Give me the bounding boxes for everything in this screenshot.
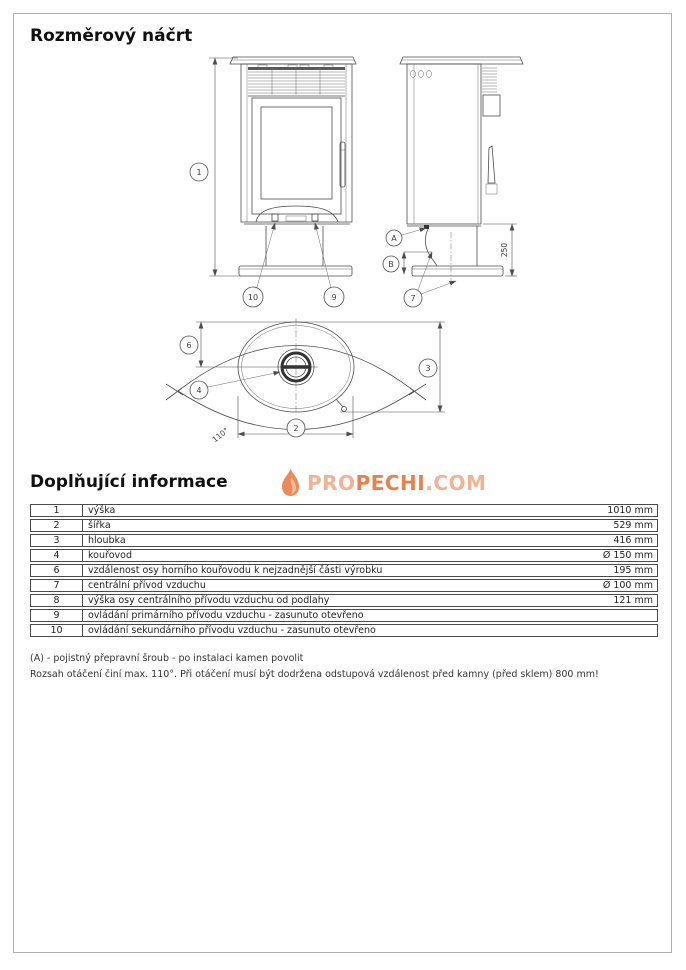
row-number: 3 [31, 535, 83, 546]
door-handle-side [488, 146, 495, 183]
logo-com: .COM [425, 470, 487, 495]
table-row [30, 594, 658, 607]
row-value: 1010 mm [607, 505, 653, 516]
row-number: 8 [31, 595, 83, 606]
row-value: 195 mm [613, 565, 653, 576]
table-row [30, 609, 658, 622]
rotation-angle-label: 110° [210, 425, 231, 445]
row-number: 7 [31, 580, 83, 591]
svg-text:4: 4 [196, 386, 202, 395]
row-number: 10 [31, 625, 83, 636]
drawing-svg [0, 0, 686, 470]
row-value: 529 mm [613, 520, 653, 531]
secondary-air-knob [272, 214, 278, 221]
table-row [30, 534, 658, 547]
svg-text:1: 1 [196, 168, 202, 177]
table-row [30, 519, 658, 532]
section-title: Doplňující informace [30, 472, 228, 492]
row-number: 1 [31, 505, 83, 516]
spec-table [30, 504, 658, 639]
svg-text:A: A [391, 234, 397, 243]
table-row [30, 549, 658, 562]
row-value: Ø 150 mm [602, 550, 653, 561]
row-label: vzdálenost osy horního kouřovodu k nejzadnější části výrobku [88, 565, 383, 576]
side-grille [482, 68, 497, 92]
footnotes [30, 651, 599, 683]
row-label: ovládání sekundárního přívodu vzduchu - zasunuto otevřeno [88, 625, 376, 636]
top-view [166, 318, 445, 444]
row-number: 9 [31, 610, 83, 621]
footnote-rotation-range: Rozsah otáčení činí max. 110°. Při otáčení musí být dodržena odstupová vzdálenost před kamny (před sklem) 800 mm! [30, 669, 599, 680]
svg-text:7: 7 [410, 294, 416, 303]
svg-text:2: 2 [293, 424, 299, 433]
front-view [190, 57, 356, 307]
dim-250-label: 250 [500, 242, 509, 258]
row-label: ovládání primárního přívodu vzduchu - zasunuto otevřeno [88, 610, 364, 621]
row-number: 6 [31, 565, 83, 576]
svg-text:6: 6 [186, 341, 192, 350]
row-number: 2 [31, 520, 83, 531]
svg-text:9: 9 [331, 293, 337, 302]
row-value: Ø 100 mm [602, 580, 653, 591]
svg-text:10: 10 [247, 293, 259, 302]
row-label: kouřovod [88, 550, 132, 561]
side-view [383, 57, 523, 307]
table-row [30, 564, 658, 577]
row-label: výška [88, 505, 116, 516]
row-label: šířka [88, 520, 111, 531]
row-value: 416 mm [613, 535, 653, 546]
primary-air-knob [312, 214, 318, 221]
propechi-logo [280, 468, 486, 497]
front-grille [248, 68, 345, 95]
svg-text:B: B [388, 260, 394, 269]
dimension-drawing [0, 0, 686, 470]
table-row [30, 504, 658, 517]
footnote-transport-screw: (A) - pojistný přepravní šroub - po instalaci kamen povolit [30, 653, 304, 664]
row-label: výška osy centrálního přívodu vzduchu od podlahy [88, 595, 330, 606]
row-label: hloubka [88, 535, 126, 546]
row-number: 4 [31, 550, 83, 561]
propechi-flame-icon [280, 468, 301, 497]
table-row [30, 624, 658, 637]
svg-text:3: 3 [425, 364, 431, 373]
logo-text [307, 471, 486, 495]
table-row [30, 579, 658, 592]
logo-pro: PRO [307, 470, 356, 495]
row-value: 121 mm [613, 595, 653, 606]
row-label: centrální přívod vzduchu [88, 580, 206, 591]
page-title: Rozměrový náčrt [30, 26, 193, 46]
logo-pechi: PECHI [355, 470, 426, 495]
